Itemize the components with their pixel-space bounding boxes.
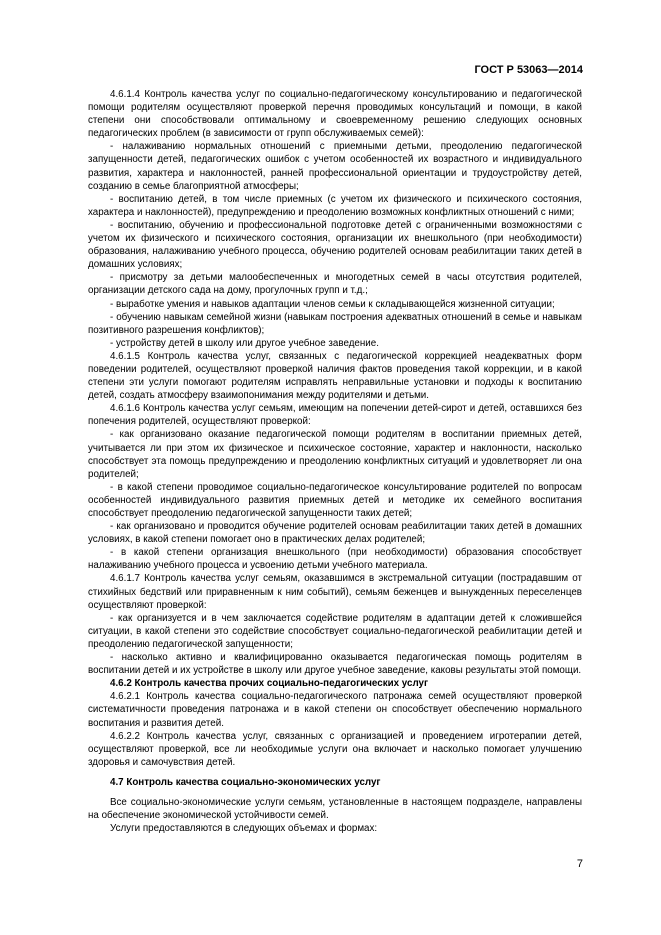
- list-item: - как организовано оказание педагогической помощи родителям в воспитании приемных детей, учитывается ли при этом их физическое и психическое состояние, характер и наклонности, насколько способствует эта помощь предупреждению и преодолению конфликтных ситуаций и удовлетворяет ли она родителей;: [88, 429, 582, 480]
- document-header: ГОСТ Р 53063—2014: [474, 64, 583, 76]
- paragraph: 4.6.1.7 Контроль качества услуг семьям, оказавшимся в экстремальной ситуации (пострадавшим от стихийных бедствий или приравненным к ним событий), семьям беженцев и вынужденных переселенцев осуществляют проверкой:: [88, 573, 582, 611]
- list-item: - как организуется и в чем заключается содействие родителям в адаптации детей к сложившейся ситуации, в какой степени это содействие способствует социально-педагогической реабилитации детей и преодолению педагогической запущенности;: [88, 612, 582, 650]
- paragraph: 4.6.2.1 Контроль качества социально-педагогического патронажа семей осуществляют проверкой систематичности проведения патронажа и в какой степени он способствует обеспечению нормального воспитания и развития детей.: [88, 691, 582, 729]
- paragraph: 4.6.1.6 Контроль качества услуг семьям, имеющим на попечении детей-сирот и детей, оставшихся без попечения родителей, осуществляют проверкой:: [88, 403, 582, 428]
- list-item: - воспитанию детей, в том числе приемных (с учетом их физического и психического состояния, характера и наклонностей), предупреждению и преодолению возможных конфликтных отношений с ними;: [88, 193, 582, 218]
- list-item: - как организовано и проводится обучение родителей основам реабилитации таких детей в домашних условиях, в какой степени помогает оно в практических делах родителей;: [88, 521, 582, 546]
- section-heading: 4.7 Контроль качества социально-экономических услуг: [110, 776, 381, 788]
- list-item: - выработке умения и навыков адаптации членов семьи к складывающейся жизненной ситуации;: [110, 298, 555, 310]
- list-item: - обучению навыкам семейной жизни (навыкам построения адекватных отношений в семье и навыкам позитивного разрешения конфликтов);: [88, 311, 582, 336]
- paragraph: 4.6.2.2 Контроль качества услуг, связанных с организацией и проведением игротерапии детей, осуществляют проверкой, все ли необходимые услуги она включает и насколько помогает улучшению здоровья и самочувствия детей.: [88, 730, 582, 768]
- page-number: 7: [576, 858, 583, 870]
- paragraph: 4.6.1.4 Контроль качества услуг по социально-педагогическому консультированию и педагогической помощи родителям осуществляют проверкой перечня проводимых консультаций и помощи, в какой степени они способствовали оптимальному и своевременному решению следующих основных педагогических проблем (в зависимости от групп обслуживаемых семей):: [88, 89, 582, 140]
- section-heading: 4.6.2 Контроль качества прочих социально-педагогических услуг: [110, 678, 429, 690]
- list-item: - устройству детей в школу или другое учебное заведение.: [110, 337, 379, 349]
- list-item: - налаживанию нормальных отношений с приемными детьми, преодолению педагогической запущенности детей, педагогических ошибок с учетом особенностей их возрастного и индивидуального развития, характера и наклонностей, ранней профессиональной ориентации и трудоустройству детей, созданию в семье благоприятной атмосферы;: [88, 141, 582, 192]
- list-item: - в какой степени проводимое социально-педагогическое консультирование родителей по вопросам особенностей индивидуального развития приемных детей и методике их семейного воспитания способствует преодолению педагогической запущенности таких детей;: [88, 481, 582, 519]
- list-item: - насколько активно и квалифицированно оказывается педагогическая помощь родителям в воспитании детей и их устройстве в школу или другое учебное заведение, каковы результаты этой помощи.: [88, 652, 582, 677]
- list-item: - присмотру за детьми малообеспеченных и многодетных семей в часы отсутствия родителей, организации детского сада на дому, прогулочных групп и т.д.;: [88, 272, 582, 297]
- document-body: [88, 88, 582, 835]
- paragraph: 4.6.1.5 Контроль качества услуг, связанных с педагогической коррекцией неадекватных форм поведении родителей, осуществляют проверкой наличия фактов проведения такой коррекции, и в какой степени эти услуги помогают родителям исправлять неправильные установки и подходы к воспитанию детей, создать атмосферу взаимопонимания между родителями и детьми.: [88, 350, 582, 402]
- paragraph: Услуги предоставляются в следующих объемах и формах:: [110, 823, 378, 835]
- paragraph: Все социально-экономические услуги семьям, установленные в настоящем подразделе, направлены на обеспечение экономической устойчивости семей.: [88, 796, 582, 822]
- list-item: - в какой степени организация внешкольного (при необходимости) образования способствует налаживанию учебного процесса и усвоению детьми учебного материала.: [88, 547, 582, 572]
- list-item: - воспитанию, обучению и профессиональной подготовке детей с ограниченными возможностями с учетом их физического и психического состояния, организации их внешкольного (при необходимости) образования, налаживанию учебного процесса, обучению родителей основам реабилитации таких детей в домашних условиях;: [88, 219, 582, 271]
